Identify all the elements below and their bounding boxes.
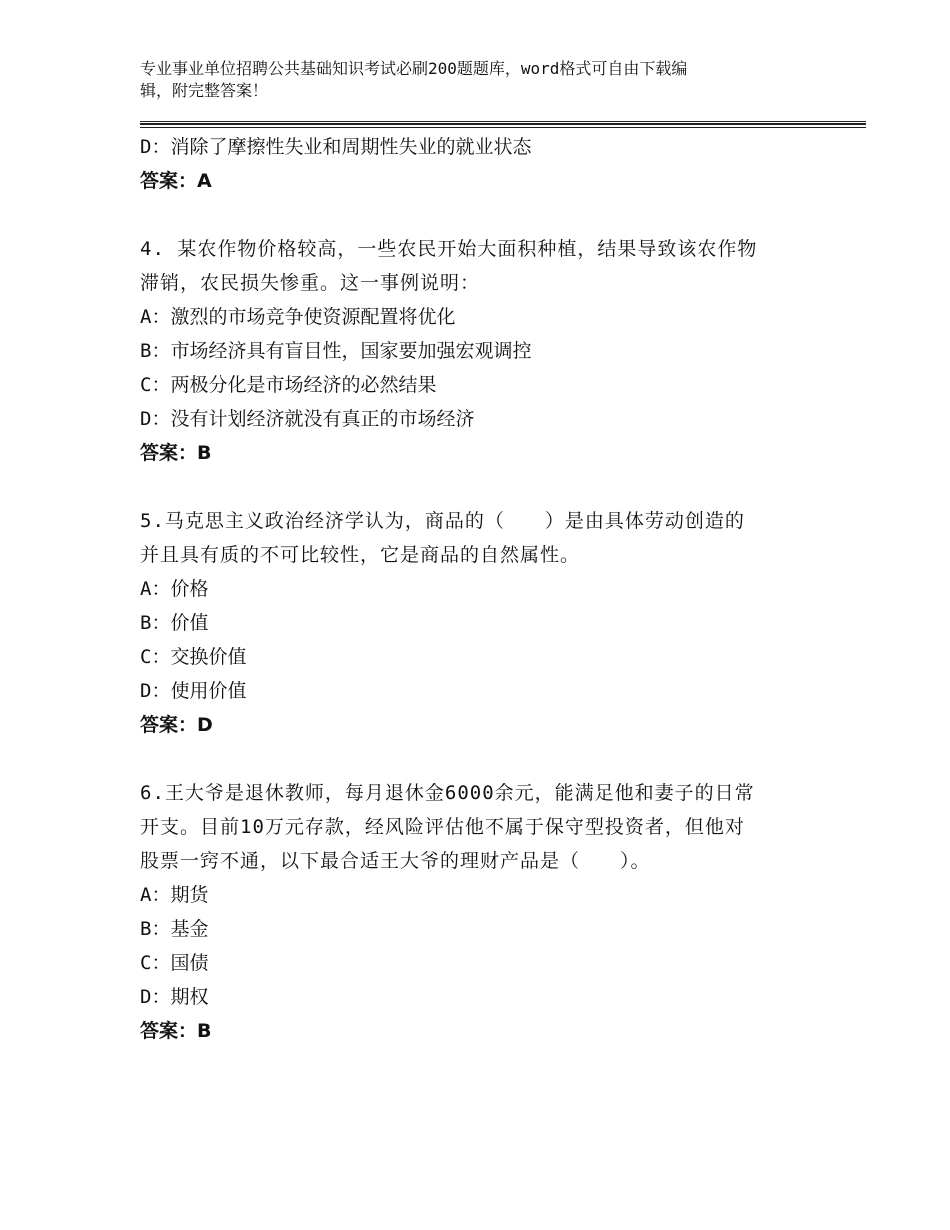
question-prev	[140, 130, 820, 198]
stem-line-2: 并且具有质的不可比较性，它是商品的自然属性。	[140, 544, 581, 566]
question-stem	[140, 232, 820, 300]
answer-line: 答案：A	[140, 170, 212, 192]
option-a: A：期货	[140, 884, 209, 906]
header-rule-middle	[140, 123, 866, 125]
stem-line-1: 4. 某农作物价格较高，一些农民开始大面积种植，结果导致该农作物	[140, 238, 758, 260]
option-a: A：价格	[140, 578, 209, 600]
option-b: B：基金	[140, 918, 209, 940]
option-d: D：使用价值	[140, 680, 247, 702]
question-stem	[140, 504, 820, 572]
stem-line-2: 滞销，农民损失惨重。这一事例说明：	[140, 272, 481, 294]
option-d: D：没有计划经济就没有真正的市场经济	[140, 408, 475, 430]
stem-line-2: 开支。目前10万元存款，经风险评估他不属于保守型投资者，但他对	[140, 816, 745, 838]
header-line-1: 专业事业单位招聘公共基础知识考试必刷200题题库，word格式可自由下载编	[140, 59, 688, 78]
question-5	[140, 504, 820, 742]
option-b: B：价值	[140, 612, 209, 634]
answer-line: 答案：B	[140, 1020, 212, 1042]
option-c: C：交换价值	[140, 646, 247, 668]
question-6	[140, 776, 820, 1048]
question-list	[140, 130, 820, 1048]
option-c: C：国债	[140, 952, 209, 974]
question-4	[140, 232, 820, 470]
header-rule-top	[140, 121, 866, 122]
option-d: D：消除了摩擦性失业和周期性失业的就业状态	[140, 136, 532, 158]
answer-line: 答案：B	[140, 442, 212, 464]
header-rule-bottom	[140, 127, 866, 128]
stem-line-1: 6.王大爷是退休教师，每月退休金6000余元，能满足他和妻子的日常	[140, 782, 755, 804]
spacer	[140, 470, 820, 504]
stem-line-1: 5.马克思主义政治经济学认为，商品的（ ）是由具体劳动创造的	[140, 510, 745, 532]
option-a: A：激烈的市场竞争使资源配置将优化	[140, 306, 456, 328]
spacer	[140, 198, 820, 232]
spacer	[140, 742, 820, 776]
header-line-2: 辑，附完整答案！	[140, 81, 269, 100]
option-c: C：两极分化是市场经济的必然结果	[140, 374, 437, 396]
stem-line-3: 股票一窍不通，以下最合适王大爷的理财产品是（ ）。	[140, 850, 651, 872]
answer-line: 答案：D	[140, 714, 213, 736]
option-d: D：期权	[140, 986, 209, 1008]
question-stem	[140, 776, 820, 878]
option-b: B：市场经济具有盲目性，国家要加强宏观调控	[140, 340, 532, 362]
page-header	[140, 58, 790, 102]
